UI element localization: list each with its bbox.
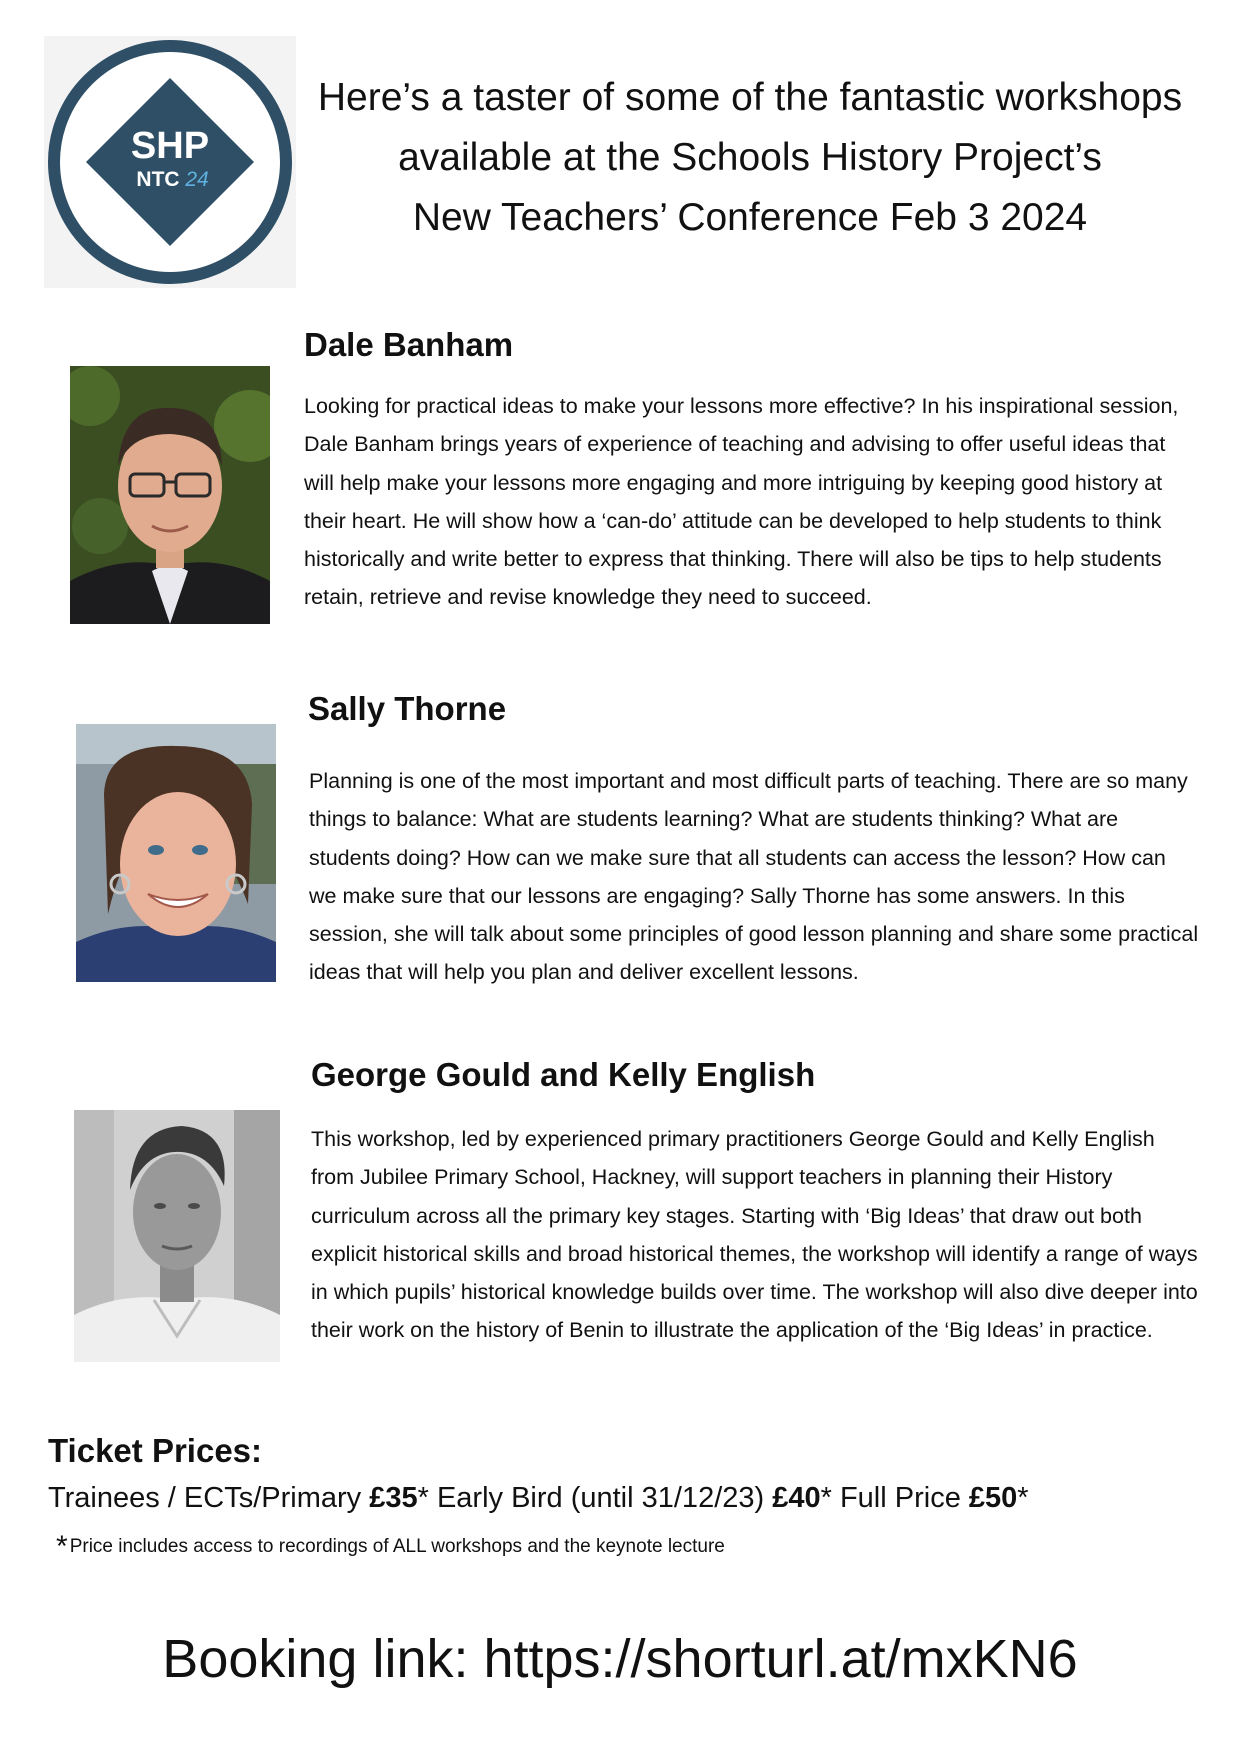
- speaker-bio: Looking for practical ideas to make your lessons more effective? In his inspirational session, Dale Banham brings years of experience of teaching and advising to offer useful ideas that will help make your lessons more engaging and more intriguing by keeping good history at their heart. He will show how a ‘can-do’ attitude can be developed to help students to think historically and write better to express that thinking. There will also be tips to help students retain, retrieve and revise knowledge they need to succeed.: [304, 394, 1179, 610]
- title-line-3: New Teachers’ Conference Feb 3 2024: [412, 196, 1088, 239]
- speaker-bio: This workshop, led by experienced primary practitioners George Gould and Kelly English from Jubilee Primary School, Hackney, will support teachers in planning their History curriculum across all the primary key stages. Starting with ‘Big Ideas’ that draw out both explicit historical skills and broad historical themes, the workshop will identify a range of ways in which pupils’ historical knowledge builds over time. The workshop will also dive deeper into their work on the history of Benin to illustrate the application of the ‘Big Ideas’ in practice.: [311, 1127, 1198, 1343]
- trainee-label: Trainees / ECTs/Primary: [48, 1482, 370, 1514]
- speaker-photo-george-gould: [74, 1110, 280, 1362]
- speaker-photo-dale-banham: [70, 366, 270, 624]
- footnote-text: Price includes access to recordings of ALL workshops and the keynote lecture: [69, 1536, 725, 1557]
- early-bird-price: £40: [772, 1482, 821, 1514]
- early-bird-label: * Early Bird (until 31/12/23): [417, 1482, 773, 1514]
- shp-ntc24-logo: [44, 36, 296, 288]
- logo-sub-text: NTC: [136, 168, 180, 191]
- speaker-name: Dale Banham: [304, 326, 514, 363]
- full-price-label: * Full Price: [820, 1482, 969, 1514]
- asterisk: *: [1017, 1482, 1029, 1514]
- page-title: [300, 68, 1200, 248]
- title-line-2: available at the Schools History Project’s: [398, 136, 1102, 179]
- logo-main-text: SHP: [130, 125, 210, 167]
- speaker-name: Sally Thorne: [308, 690, 507, 727]
- title-line-1: Here’s a taster of some of the fantastic workshops: [317, 76, 1183, 119]
- full-price-value: £50: [968, 1482, 1018, 1514]
- trainee-price: £35: [369, 1482, 418, 1514]
- logo-year-text: 24: [185, 168, 209, 191]
- speaker-name: George Gould and Kelly English: [311, 1056, 816, 1093]
- price-footnote: [56, 1530, 725, 1564]
- speaker-photo-sally-thorne: [76, 724, 276, 982]
- footnote-asterisk: *: [56, 1530, 68, 1563]
- ticket-prices-line: [48, 1482, 1029, 1515]
- ticket-prices-heading: Ticket Prices:: [48, 1432, 263, 1469]
- speaker-bio: Planning is one of the most important and most difficult parts of teaching. There are so many things to balance: What are students learning? What are students thinking? What are students doing? How can we make sure that all students can access the lesson? How can we make sure that our lessons are engaging? Sally Thorne has some answers. In this session, she will talk about some principles of good lesson planning and share some practical ideas that will help you plan and deliver excellent lessons.: [309, 769, 1199, 985]
- booking-link[interactable]: Booking link: https://shorturl.at/mxKN6: [162, 1629, 1078, 1689]
